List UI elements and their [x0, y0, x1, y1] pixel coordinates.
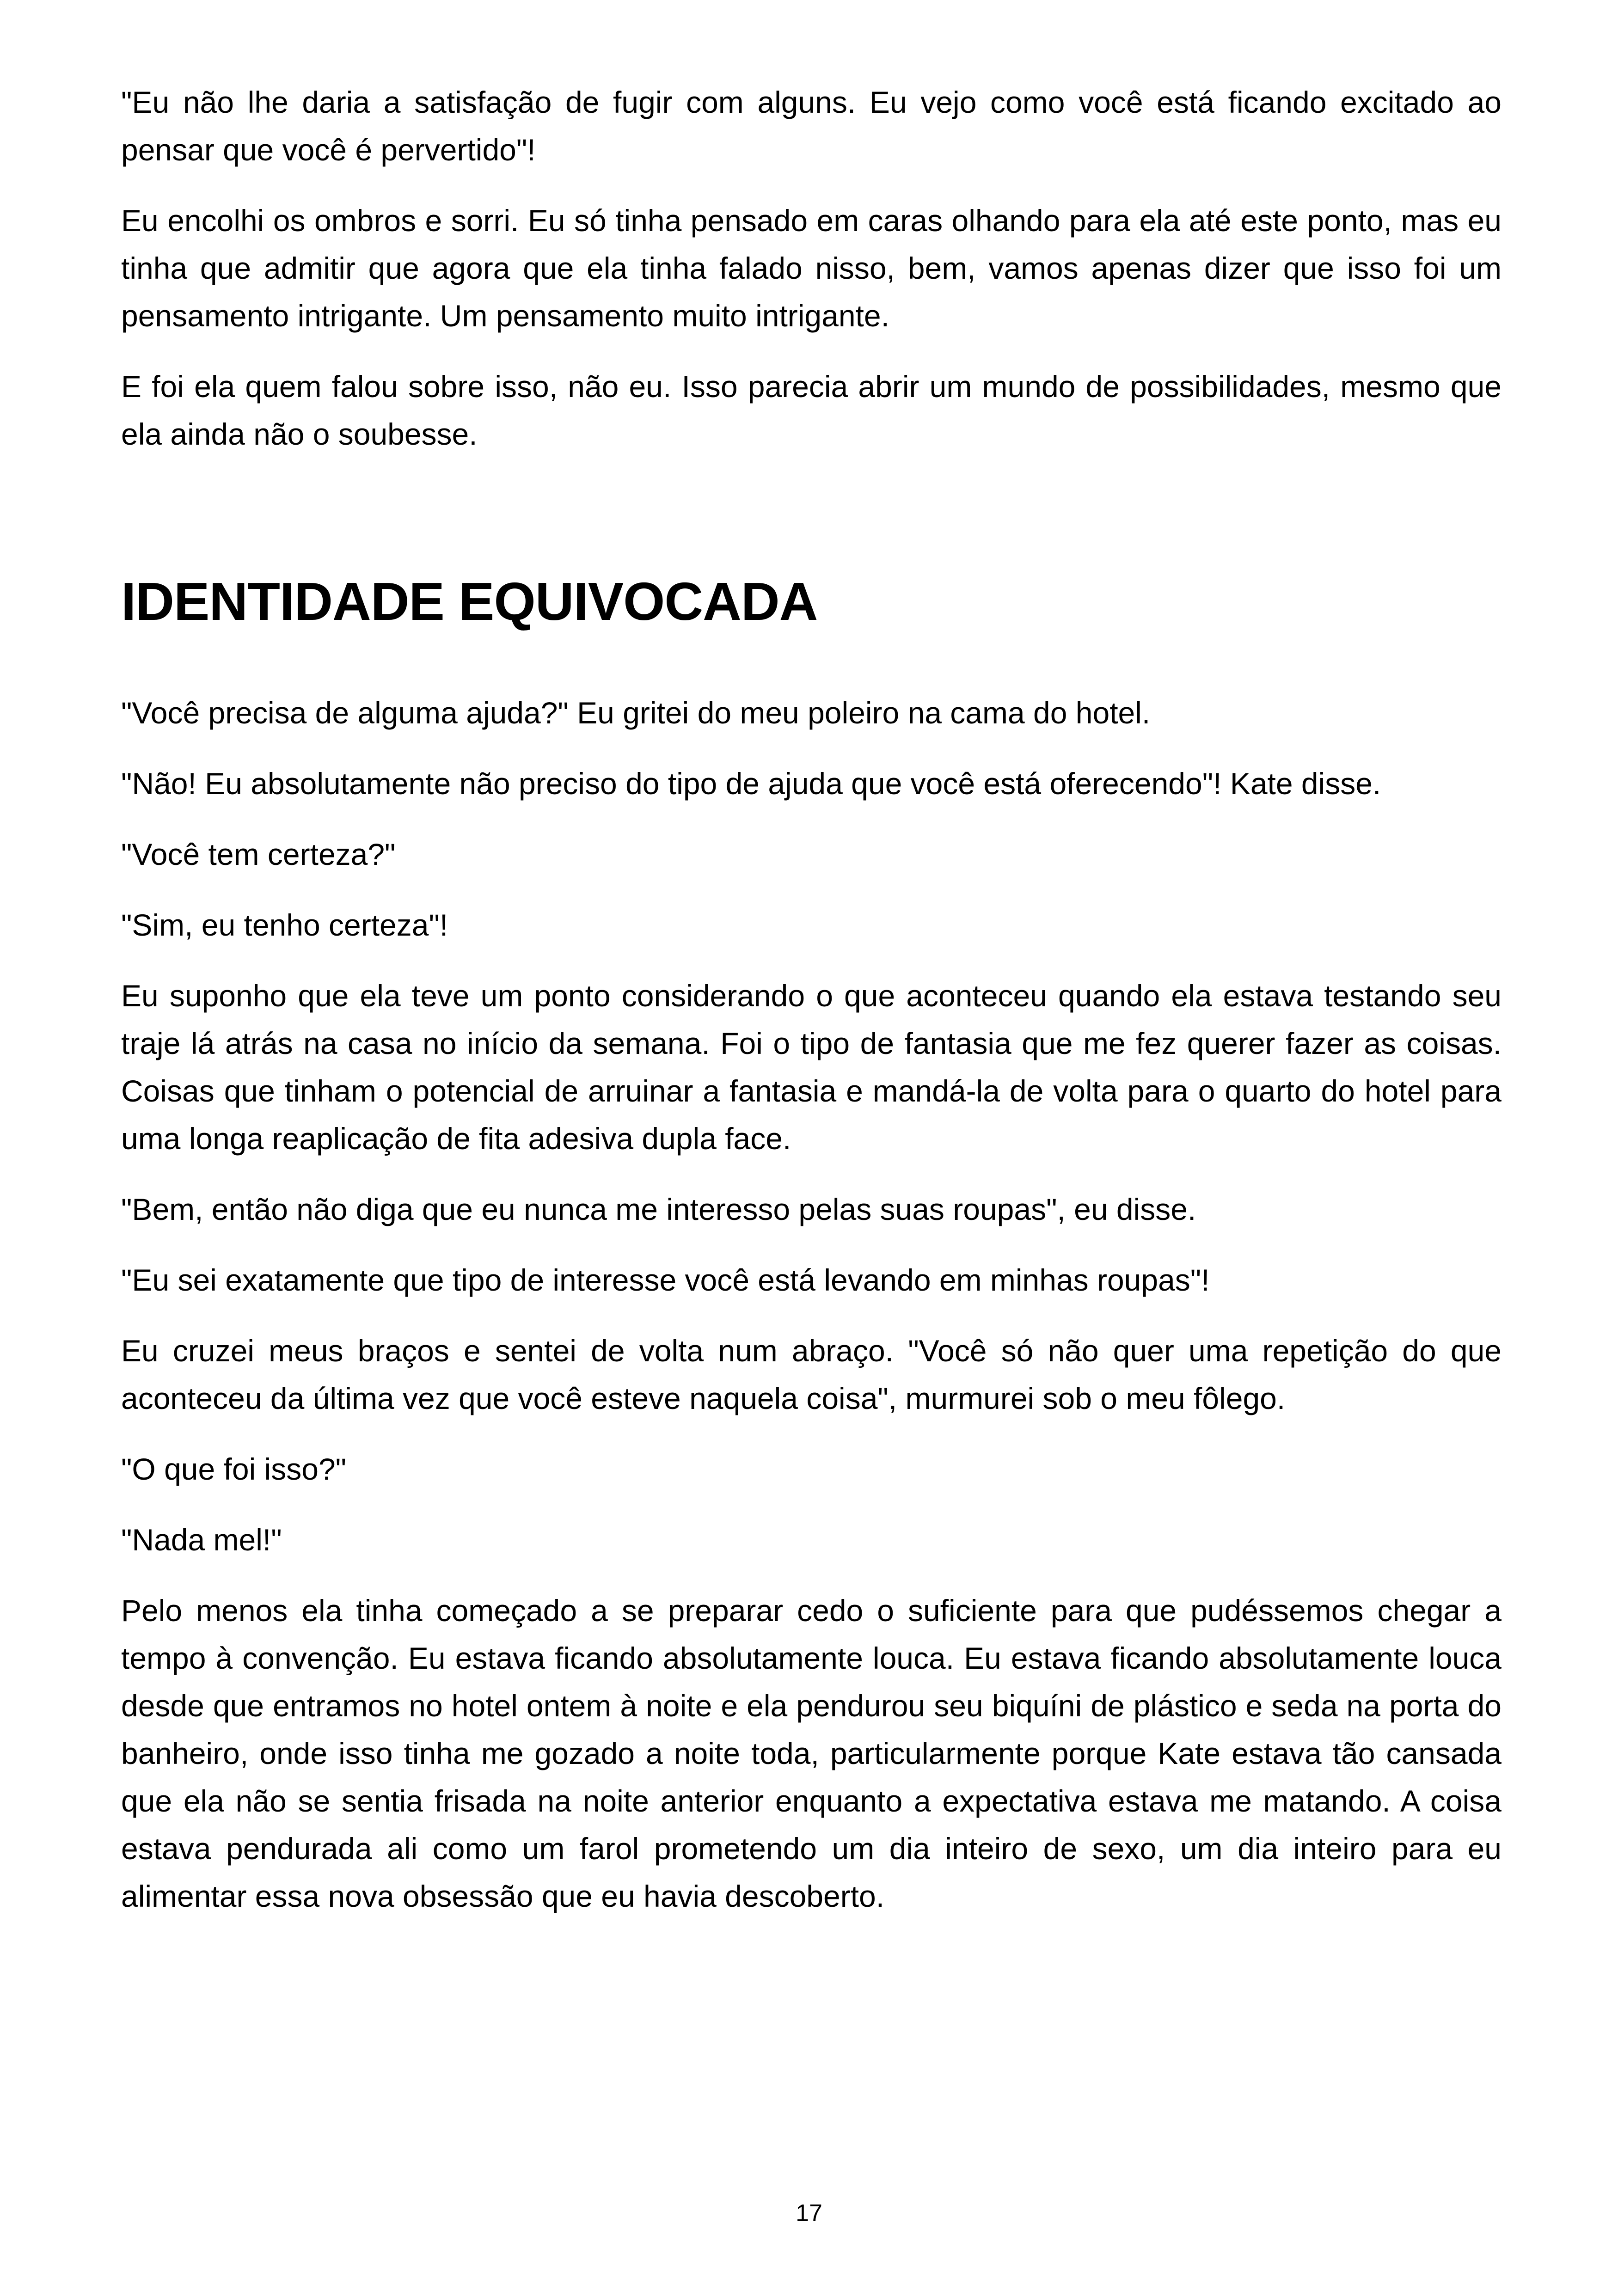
chapter-paragraph-5: Eu suponho que ela teve um ponto considerando o que aconteceu quando ela estava testando seu traje lá atrás na casa no início da semana. Foi o tipo de fantasia que me fez querer fazer as coisas. Coisas que tinham o potencial de arruinar a fantasia e mandá-la de volta para o quarto do hotel para uma longa reaplicação de fita adesiva dupla face. — [121, 979, 1502, 1156]
chapter-paragraph-7: "Eu sei exatamente que tipo de interesse você está levando em minhas roupas"! — [121, 1263, 1210, 1297]
intro-paragraph-3: E foi ela quem falou sobre isso, não eu. Isso parecia abrir um mundo de possibilidades, mesmo que ela ainda não o soubesse. — [121, 369, 1502, 451]
chapter-paragraph-6: "Bem, então não diga que eu nunca me interesso pelas suas roupas", eu disse. — [121, 1192, 1196, 1226]
chapter-paragraph-3: "Você tem certeza?" — [121, 837, 396, 871]
page-body — [121, 79, 1502, 1943]
chapter-paragraph-9: "O que foi isso?" — [121, 1452, 347, 1486]
chapter-title: IDENTIDADE EQUIVOCADA — [121, 571, 818, 631]
chapter-paragraph-4: "Sim, eu tenho certeza"! — [121, 908, 448, 942]
chapter-paragraph-2: "Não! Eu absolutamente não preciso do tipo de ajuda que você está oferecendo"! Kate disse. — [121, 766, 1381, 801]
chapter-paragraph-10: "Nada mel!" — [121, 1523, 282, 1557]
intro-paragraph-2: Eu encolhi os ombros e sorri. Eu só tinha pensado em caras olhando para ela até este ponto, mas eu tinha que admitir que agora que ela tinha falado nisso, bem, vamos apenas dizer que isso foi um pensamento intrigante. Um pensamento muito intrigante. — [121, 203, 1502, 333]
chapter-paragraph-1: "Você precisa de alguma ajuda?" Eu gritei do meu poleiro na cama do hotel. — [121, 696, 1151, 730]
intro-paragraph-1: "Eu não lhe daria a satisfação de fugir com alguns. Eu vejo como você está ficando excitado ao pensar que você é pervertido"! — [121, 85, 1502, 167]
page-number: 17 — [796, 2200, 822, 2227]
chapter-paragraph-8: Eu cruzei meus braços e sentei de volta num abraço. "Você só não quer uma repetição do que aconteceu da última vez que você esteve naquela coisa", murmurei sob o meu fôlego. — [121, 1334, 1502, 1415]
chapter-paragraph-11: Pelo menos ela tinha começado a se preparar cedo o suficiente para que pudéssemos chegar a tempo à convenção. Eu estava ficando absolutamente louca. Eu estava ficando absolutamente louca desde que entramos no hotel ontem à noite e ela pendurou seu biquíni de plástico e seda na porta do banheiro, onde isso tinha me gozado a noite toda, particularmente porque Kate estava tão cansada que ela não se sentia frisada na noite anterior enquanto a expectativa estava me matando. A coisa estava pendurada ali como um farol prometendo um dia inteiro de sexo, um dia inteiro para eu alimentar essa nova obsessão que eu havia descoberto. — [121, 1593, 1502, 1913]
